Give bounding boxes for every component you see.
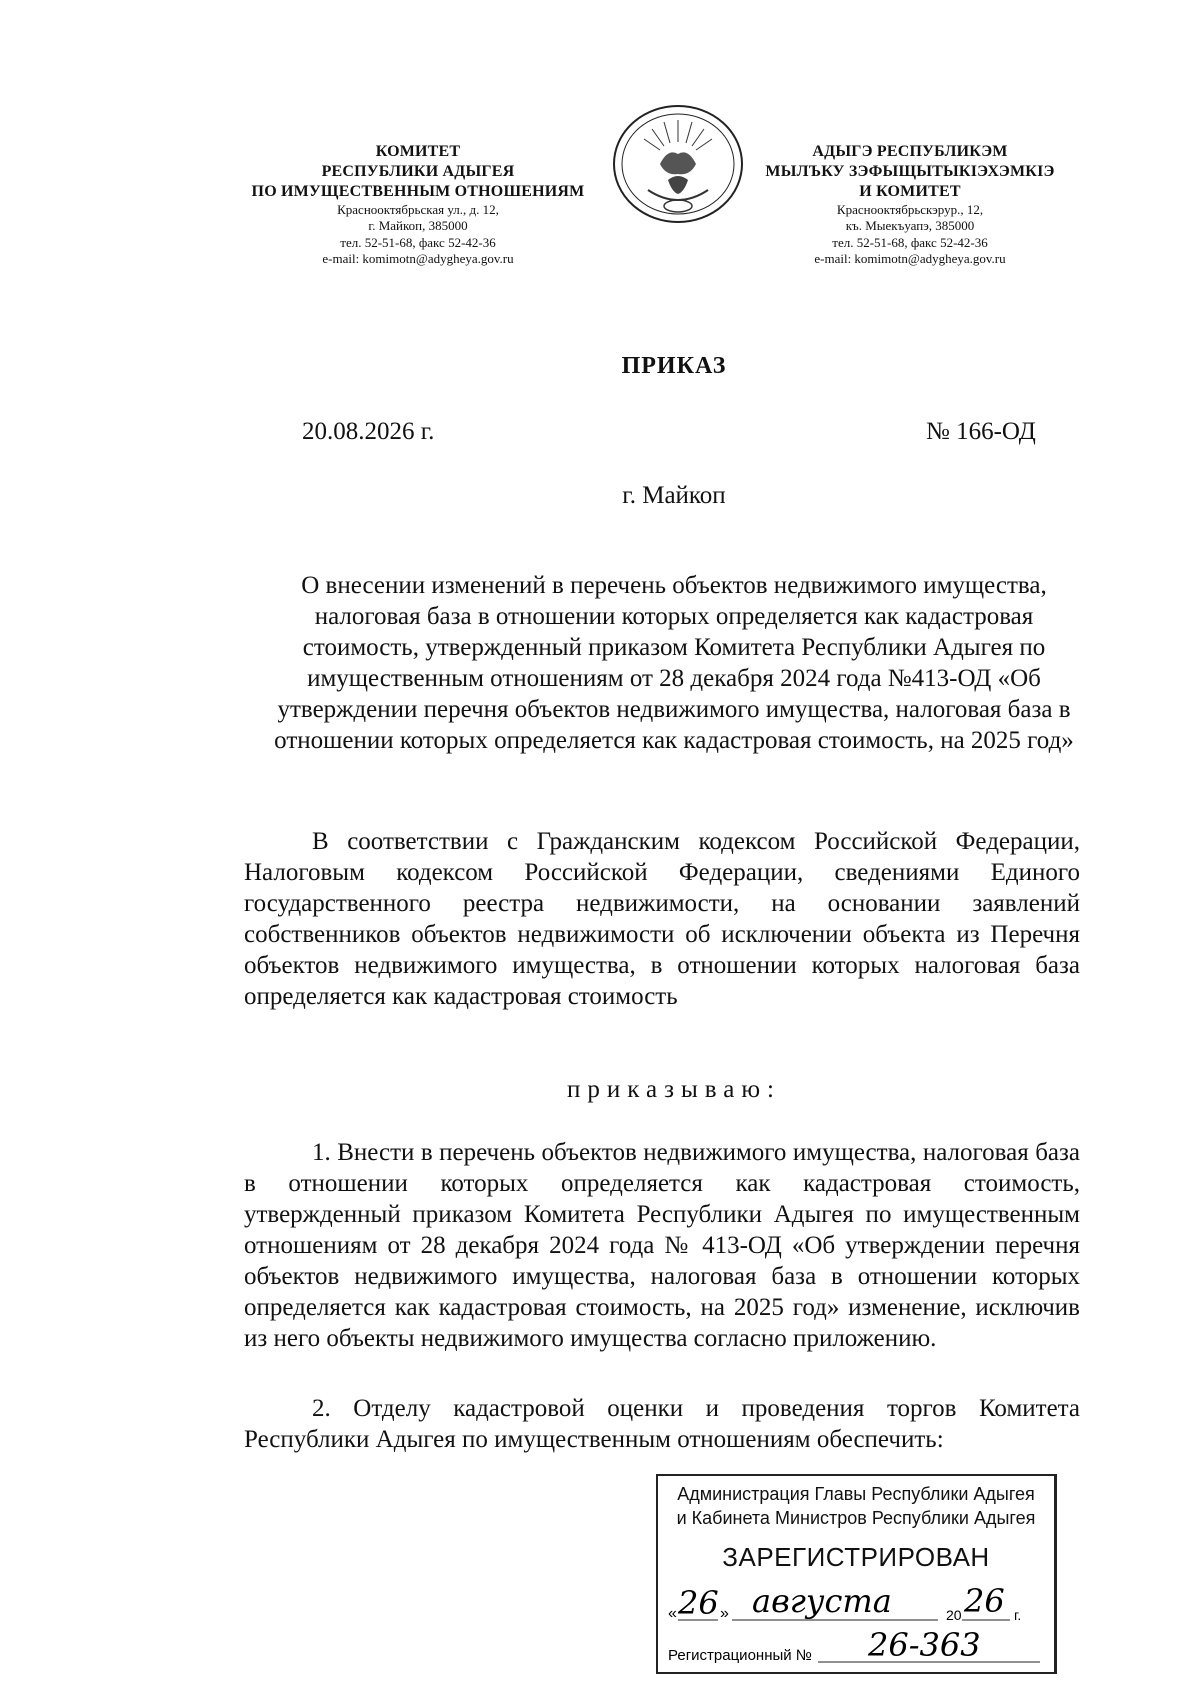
org-address-line1: Краснооктябрьская ул., д. 12, <box>337 202 499 217</box>
stamp-reg-label: Регистрационный № <box>668 1647 812 1664</box>
decree-word: приказываю: <box>567 1076 781 1103</box>
order-item-1: 1. Внести в перечень объектов недвижимого имущества, налоговая база в отношении которых определяется как кадастровая стоимость, утвержденный приказом Комитета Республики Адыгея по имущественным отношениям от 28 декабря 2024 года № 413-ОД «Об утверждении перечня объектов недвижимого имущества, налоговая база в отношении которых определяется как кадастровая стоимость, на 2025 год» изменение, исключив из него объекты недвижимого имущества согласно приложению. <box>244 1139 1080 1352</box>
org-name-adyghe-line2: МЫЛЪКУ ЗЭФЫЩЫТЫКIЭХЭМКIЭ <box>765 163 1055 180</box>
preamble-paragraph: В соответствии с Гражданским кодексом Российской Федерации, Налоговым кодексом Российской Федерации, сведениями Единого государственного реестра недвижимости, на основании заявлений собственников объектов недвижимости об исключении объекта из Перечня объектов недвижимого имущества, в отношении которых налоговая база определяется как кадастровая стоимость <box>244 828 1080 1010</box>
stamp-year-suffix: г. <box>1014 1607 1022 1623</box>
order-item-2: 2. Отделу кадастровой оценки и проведения торгов Комитета Республики Адыгея по имущественным отношениям обеспечить: <box>244 1395 1080 1453</box>
republic-emblem-icon <box>608 102 748 232</box>
document-city: г. Майкоп <box>622 482 726 509</box>
stamp-day: 26 <box>678 1584 719 1622</box>
org-name-line2: РЕСПУБЛИКИ АДЫГЕЯ <box>321 163 515 180</box>
header-right <box>740 142 1080 267</box>
org-name-line1: КОМИТЕТ <box>375 143 461 160</box>
stamp-quote-open: « <box>668 1605 677 1622</box>
stamp-date-line <box>668 1584 1044 1624</box>
stamp-registration-line <box>668 1630 1044 1666</box>
org-name-adyghe-line3: И КОМИТЕТ <box>859 183 961 200</box>
stamp-month: августа <box>752 1584 892 1620</box>
org-phone-adyghe: тел. 52-51-68, факс 52-42-36 <box>832 234 988 250</box>
org-email-adyghe: e-mail: komimotn@adygheya.gov.ru <box>814 250 1006 266</box>
header-left <box>222 142 614 267</box>
stamp-status: ЗАРЕГИСТРИРОВАН <box>722 1542 990 1572</box>
document-subject: О внесении изменений в перечень объектов недвижимого имущества, налоговая база в отношении которых определяется как кадастровая стоимость, утвержденный приказом Комитета Республики Адыгея по имущественным отношениям от 28 декабря 2024 года №413-ОД «Об утверждении перечня объектов недвижимого имущества, налоговая база в отношении которых определяется как кадастровая стоимость, на 2025 год» <box>274 572 1074 754</box>
org-name-line3: ПО ИМУЩЕСТВЕННЫМ ОТНОШЕНИЯМ <box>251 183 585 200</box>
stamp-quote-close: » <box>720 1605 729 1622</box>
org-address-adyghe-line1: Краснооктябрьскэрур., 12, <box>836 202 984 217</box>
org-email: e-mail: komimotn@adygheya.gov.ru <box>322 250 514 266</box>
org-phone: тел. 52-51-68, факс 52-42-36 <box>340 234 496 250</box>
org-name-adyghe-line1: АДЫГЭ РЕСПУБЛИКЭМ <box>812 143 1008 160</box>
document-date: 20.08.2026 г. <box>302 418 435 445</box>
stamp-reg-number: 26-363 <box>868 1630 981 1664</box>
org-address-line2: г. Майкоп, 385000 <box>368 218 468 234</box>
stamp-authority-line2: и Кабинета Министров Республики Адыгея <box>676 1508 1036 1528</box>
document-number: № 166-ОД <box>926 418 1036 445</box>
document-title: ПРИКАЗ <box>621 353 727 379</box>
stamp-year: 26 <box>964 1584 1005 1620</box>
registration-stamp <box>656 1474 1057 1674</box>
stamp-authority-line1: Администрация Главы Республики Адыгея <box>677 1484 1035 1504</box>
org-address-adyghe-line2: къ. Мыекъуапэ, 385000 <box>845 218 975 234</box>
stamp-year-prefix: 20 <box>946 1607 962 1623</box>
